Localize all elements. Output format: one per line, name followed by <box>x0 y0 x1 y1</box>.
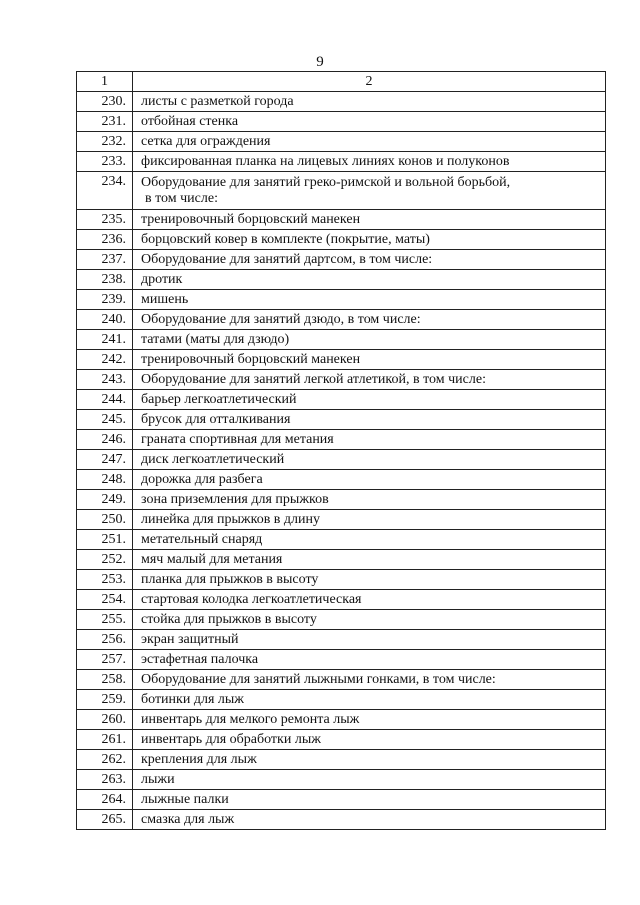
row-item <box>133 250 606 270</box>
table-row <box>77 750 606 770</box>
row-text: барьер легкоатлетический <box>141 391 297 407</box>
row-text: лыжные палки <box>141 791 229 807</box>
row-item <box>133 790 606 810</box>
row-text: фиксированная планка на лицевых линиях конов и полуконов <box>141 153 510 169</box>
table-row <box>77 770 606 790</box>
table-row <box>77 370 606 390</box>
table-row <box>77 410 606 430</box>
row-item <box>133 550 606 570</box>
table-row <box>77 230 606 250</box>
row-item <box>133 290 606 310</box>
row-item <box>133 450 606 470</box>
table-row <box>77 590 606 610</box>
row-text: крепления для лыж <box>141 751 257 767</box>
row-item <box>133 630 606 650</box>
page-number: 9 <box>316 54 324 70</box>
table-row <box>77 290 606 310</box>
row-item <box>133 270 606 290</box>
row-item <box>133 570 606 590</box>
table-row <box>77 430 606 450</box>
row-text: Оборудование для занятий дартсом, в том числе: <box>141 251 433 267</box>
table-row <box>77 350 606 370</box>
row-text: граната спортивная для метания <box>141 431 334 447</box>
row-text: отбойная стенка <box>141 113 239 129</box>
row-text: ботинки для лыж <box>141 691 244 707</box>
row-number: 233. <box>77 152 133 172</box>
row-text: тренировочный борцовский манекен <box>141 351 361 367</box>
row-number: 240. <box>77 310 133 330</box>
header-col-1: 1 <box>77 72 133 92</box>
row-text: сетка для ограждения <box>141 133 271 149</box>
row-item <box>133 350 606 370</box>
row-number: 231. <box>77 112 133 132</box>
row-item <box>133 370 606 390</box>
row-number: 230. <box>77 92 133 112</box>
table-row <box>77 92 606 112</box>
row-number: 239. <box>77 290 133 310</box>
row-text: линейка для прыжков в длину <box>141 511 321 527</box>
row-number: 262. <box>77 750 133 770</box>
row-number: 254. <box>77 590 133 610</box>
table-row <box>77 210 606 230</box>
table-row <box>77 810 606 830</box>
row-item <box>133 310 606 330</box>
table-row <box>77 790 606 810</box>
equipment-table <box>76 71 606 830</box>
row-item <box>133 650 606 670</box>
row-text: инвентарь для мелкого ремонта лыж <box>141 711 360 727</box>
table-row <box>77 550 606 570</box>
row-text: мяч малый для метания <box>141 551 283 567</box>
row-item <box>133 690 606 710</box>
table-row <box>77 570 606 590</box>
row-number: 241. <box>77 330 133 350</box>
table-row <box>77 270 606 290</box>
header-col-2: 2 <box>133 72 606 92</box>
row-number: 259. <box>77 690 133 710</box>
row-text: стартовая колодка легкоатлетическая <box>141 591 362 607</box>
row-number: 238. <box>77 270 133 290</box>
row-item <box>133 230 606 250</box>
row-number: 243. <box>77 370 133 390</box>
row-item <box>133 470 606 490</box>
row-item <box>133 410 606 430</box>
row-number: 257. <box>77 650 133 670</box>
row-number: 252. <box>77 550 133 570</box>
row-number: 232. <box>77 132 133 152</box>
row-item <box>133 750 606 770</box>
row-item <box>133 112 606 132</box>
table-row <box>77 152 606 172</box>
row-number: 249. <box>77 490 133 510</box>
row-text: экран защитный <box>141 631 239 647</box>
row-number: 246. <box>77 430 133 450</box>
table-row <box>77 610 606 630</box>
table-row <box>77 112 606 132</box>
row-item <box>133 670 606 690</box>
row-text: зона приземления для прыжков <box>141 491 329 507</box>
row-number: 234. <box>77 172 133 210</box>
table-row <box>77 670 606 690</box>
row-item <box>133 710 606 730</box>
row-number: 247. <box>77 450 133 470</box>
row-text: Оборудование для занятий дзюдо, в том числе: <box>141 311 421 327</box>
table-row <box>77 630 606 650</box>
table-row <box>77 450 606 470</box>
row-number: 236. <box>77 230 133 250</box>
row-number: 263. <box>77 770 133 790</box>
table-row <box>77 710 606 730</box>
row-text: диск легкоатлетический <box>141 451 285 467</box>
row-number: 242. <box>77 350 133 370</box>
row-text: листы с разметкой города <box>141 93 294 109</box>
row-item <box>133 210 606 230</box>
row-item <box>133 530 606 550</box>
row-text: тренировочный борцовский манекен <box>141 211 361 227</box>
table-row <box>77 650 606 670</box>
row-item <box>133 172 606 210</box>
row-item <box>133 610 606 630</box>
row-number: 264. <box>77 790 133 810</box>
row-number: 251. <box>77 530 133 550</box>
table-row <box>77 510 606 530</box>
row-item <box>133 770 606 790</box>
row-number: 253. <box>77 570 133 590</box>
row-text: Оборудование для занятий лыжными гонками, в том числе: <box>141 671 496 687</box>
table-row <box>77 250 606 270</box>
row-text: борцовский ковер в комплекте (покрытие, маты) <box>141 231 430 247</box>
row-number: 237. <box>77 250 133 270</box>
row-number: 256. <box>77 630 133 650</box>
table-row <box>77 530 606 550</box>
row-number: 248. <box>77 470 133 490</box>
table-row <box>77 310 606 330</box>
row-number: 261. <box>77 730 133 750</box>
row-item <box>133 430 606 450</box>
row-number: 245. <box>77 410 133 430</box>
row-text: инвентарь для обработки лыж <box>141 731 321 747</box>
table-row <box>77 172 606 210</box>
row-text: метательный снаряд <box>141 531 263 547</box>
row-text: татами (маты для дзюдо) <box>141 331 290 347</box>
row-number: 260. <box>77 710 133 730</box>
row-number: 258. <box>77 670 133 690</box>
row-item <box>133 510 606 530</box>
table-row <box>77 490 606 510</box>
row-text: Оборудование для занятий греко-римской и вольной борьбой, <box>141 174 511 190</box>
row-item <box>133 132 606 152</box>
row-text: планка для прыжков в высоту <box>141 571 319 587</box>
row-text: дорожка для разбега <box>141 471 263 487</box>
row-item <box>133 730 606 750</box>
row-text: брусок для отталкивания <box>141 411 291 427</box>
row-text-continuation: в том числе: <box>145 190 218 206</box>
row-item <box>133 590 606 610</box>
table-row <box>77 132 606 152</box>
row-item <box>133 92 606 112</box>
row-number: 244. <box>77 390 133 410</box>
table-row <box>77 690 606 710</box>
table-row <box>77 390 606 410</box>
row-item <box>133 152 606 172</box>
table-header-row <box>77 72 606 92</box>
row-text: стойка для прыжков в высоту <box>141 611 317 627</box>
table-row <box>77 470 606 490</box>
row-text: мишень <box>141 291 189 307</box>
row-item <box>133 490 606 510</box>
table-row <box>77 330 606 350</box>
row-number: 235. <box>77 210 133 230</box>
row-number: 265. <box>77 810 133 830</box>
row-text: дротик <box>141 271 183 287</box>
row-text: Оборудование для занятий легкой атлетикой, в том числе: <box>141 371 486 387</box>
row-item <box>133 330 606 350</box>
row-item <box>133 390 606 410</box>
row-number: 250. <box>77 510 133 530</box>
row-text: смазка для лыж <box>141 811 235 827</box>
row-item <box>133 810 606 830</box>
row-text: эстафетная палочка <box>141 651 259 667</box>
row-number: 255. <box>77 610 133 630</box>
table-row <box>77 730 606 750</box>
row-text: лыжи <box>141 771 175 787</box>
